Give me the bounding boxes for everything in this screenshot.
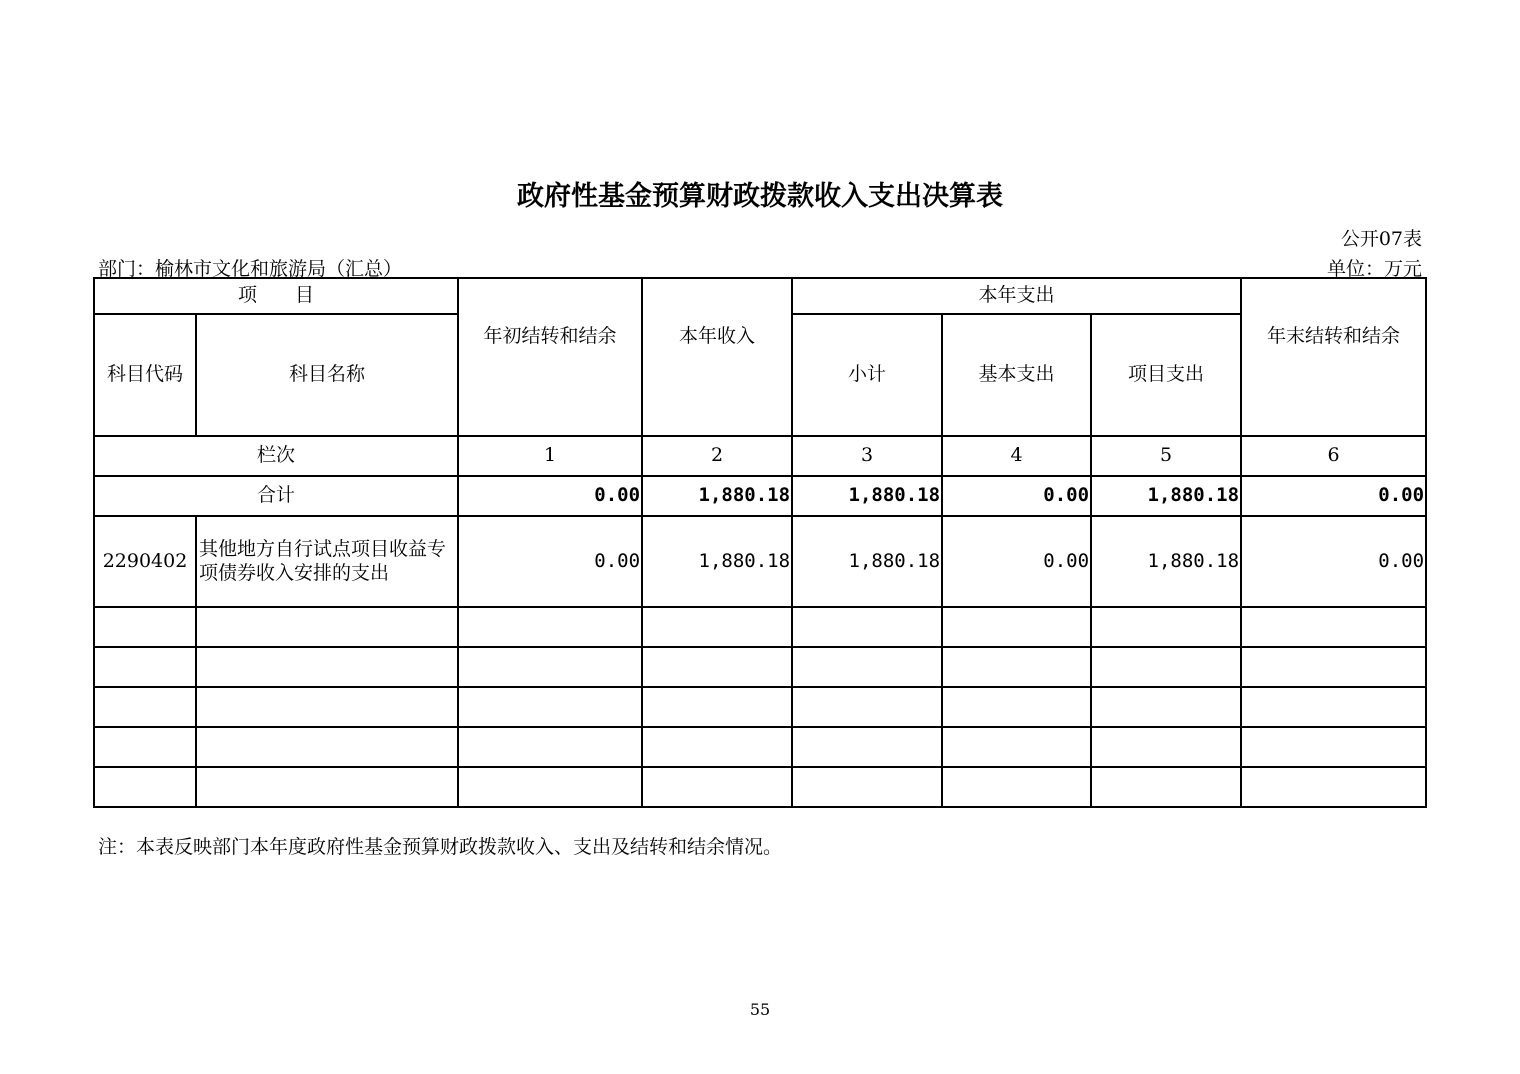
row-value: 0.00 bbox=[942, 516, 1091, 607]
row-value: 1,880.18 bbox=[792, 516, 942, 607]
column-index-cell: 2 bbox=[642, 436, 792, 476]
unit-label: 单位：万元 bbox=[1326, 258, 1422, 280]
header-subtotal: 小计 bbox=[792, 314, 942, 436]
row-code: 2290402 bbox=[94, 516, 196, 607]
empty-row bbox=[94, 607, 1426, 647]
total-row bbox=[94, 476, 1426, 516]
empty-row bbox=[94, 727, 1426, 767]
column-index-cell: 5 bbox=[1091, 436, 1241, 476]
header-closing-balance: 年末结转和结余 bbox=[1241, 278, 1426, 436]
column-index-cell: 4 bbox=[942, 436, 1091, 476]
row-name: 其他地方自行试点项目收益专项债券收入安排的支出 bbox=[196, 516, 458, 607]
footnote: 注：本表反映部门本年度政府性基金预算财政拨款收入、支出及结转和结余情况。 bbox=[98, 836, 783, 858]
header-expenditure-group: 本年支出 bbox=[792, 278, 1241, 314]
page-title: 政府性基金预算财政拨款收入支出决算表 bbox=[517, 181, 1003, 212]
total-label: 合计 bbox=[94, 476, 458, 516]
table-row bbox=[94, 516, 1426, 607]
total-value: 1,880.18 bbox=[1091, 476, 1241, 516]
row-value: 1,880.18 bbox=[1091, 516, 1241, 607]
total-value: 1,880.18 bbox=[642, 476, 792, 516]
total-value: 0.00 bbox=[942, 476, 1091, 516]
header-basic: 基本支出 bbox=[942, 314, 1091, 436]
row-value: 0.00 bbox=[1241, 516, 1426, 607]
total-value: 0.00 bbox=[1241, 476, 1426, 516]
department-label: 部门：榆林市文化和旅游局（汇总） bbox=[98, 258, 403, 280]
column-index-row bbox=[94, 436, 1426, 476]
header-code: 科目代码 bbox=[94, 314, 196, 436]
row-value: 1,880.18 bbox=[642, 516, 792, 607]
column-index-cell: 6 bbox=[1241, 436, 1426, 476]
row-value: 0.00 bbox=[458, 516, 642, 607]
header-name: 科目名称 bbox=[196, 314, 458, 436]
empty-row bbox=[94, 767, 1426, 807]
header-item: 项 目 bbox=[94, 278, 458, 314]
empty-row bbox=[94, 687, 1426, 727]
column-index-cell: 3 bbox=[792, 436, 942, 476]
header-row-top bbox=[94, 278, 1426, 314]
header-income: 本年收入 bbox=[642, 278, 792, 436]
empty-row bbox=[94, 647, 1426, 687]
header-opening-balance: 年初结转和结余 bbox=[458, 278, 642, 436]
header-project: 项目支出 bbox=[1091, 314, 1241, 436]
total-value: 1,880.18 bbox=[792, 476, 942, 516]
total-value: 0.00 bbox=[458, 476, 642, 516]
column-index-cell: 1 bbox=[458, 436, 642, 476]
budget-table bbox=[93, 277, 1427, 808]
column-index-label: 栏次 bbox=[94, 436, 458, 476]
form-number: 公开07表 bbox=[1340, 228, 1422, 250]
page-number: 55 bbox=[749, 1000, 771, 1019]
